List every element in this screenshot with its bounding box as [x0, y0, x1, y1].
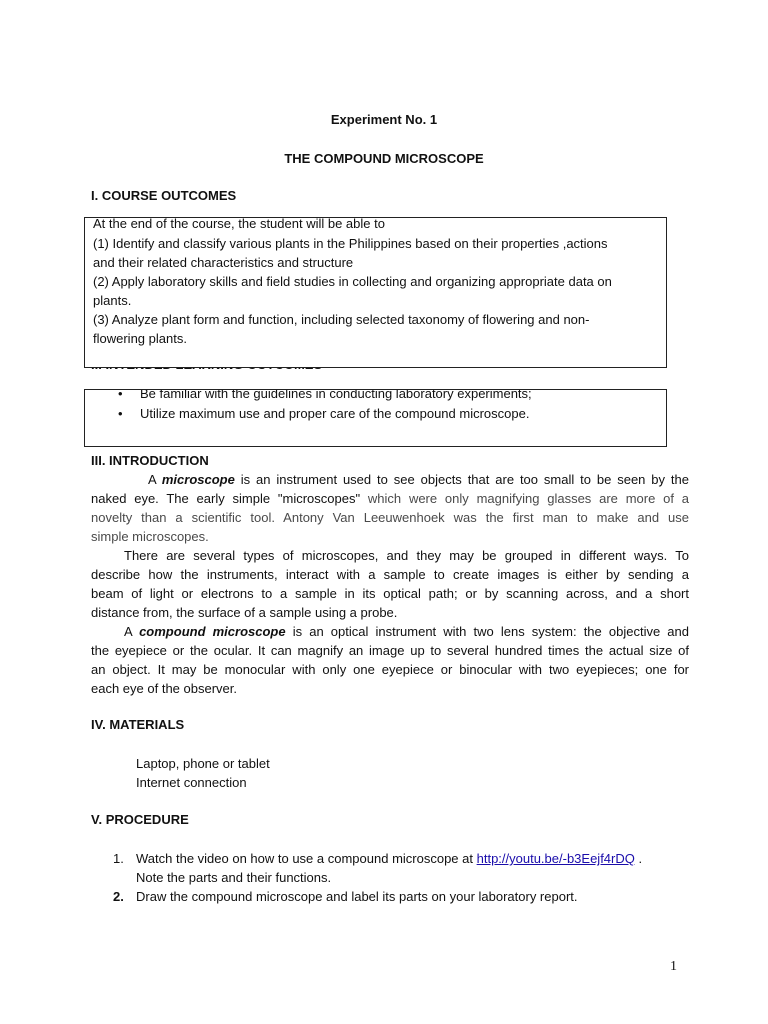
- list-item: • Be familiar with the guidelines in conducting laboratory experiments;: [116, 389, 532, 404]
- section-heading-course-outcomes: I. COURSE OUTCOMES: [91, 188, 237, 203]
- outcomes-line: At the end of the course, the student will be able to: [93, 216, 385, 231]
- intro-paragraph-line: describe how the instruments, interact with a sample to create images is either by sending a: [91, 567, 689, 582]
- materials-item: Laptop, phone or tablet: [136, 756, 270, 771]
- section-heading-procedure: V. PROCEDURE: [91, 812, 189, 827]
- intro-paragraph-line: the eyepiece or the ocular. It can magnify an image up to several hundred times the actual size of: [91, 643, 689, 658]
- outcomes-line: (2) Apply laboratory skills and field studies in collecting and organizing appropriate data on: [93, 274, 612, 289]
- section-heading-introduction: III. INTRODUCTION: [91, 453, 209, 468]
- intro-paragraph-line: novelty than a scientific tool. Antony Van Leeuwenhoek was the first man to make and use: [91, 510, 689, 525]
- experiment-number: Experiment No. 1: [330, 112, 438, 127]
- intro-paragraph-line: beam of light or electrons to a sample in its optical path; or by scanning across, and a short: [91, 586, 689, 601]
- outcomes-line: (1) Identify and classify various plants in the Philippines based on their properties ,actions: [93, 236, 608, 251]
- intro-paragraph-line: There are several types of microscopes, and they may be grouped in different ways. To: [124, 548, 689, 563]
- intro-paragraph-line: distance from, the surface of a sample using a probe.: [91, 605, 398, 620]
- step-number: 2.: [113, 889, 124, 904]
- outcomes-line: (3) Analyze plant form and function, including selected taxonomy of flowering and non-: [93, 312, 590, 327]
- term-compound-microscope: compound microscope: [139, 624, 286, 639]
- outcomes-line: plants.: [93, 293, 132, 308]
- outcomes-line: flowering plants.: [93, 331, 187, 346]
- step-number: 1.: [113, 851, 124, 866]
- course-outcomes-box: [84, 217, 667, 368]
- intro-paragraph-line: each eye of the observer.: [91, 681, 237, 696]
- section-heading-materials: IV. MATERIALS: [91, 717, 185, 732]
- video-link[interactable]: http://youtu.be/-b3Eejf4rDQ: [476, 851, 635, 866]
- materials-item: Internet connection: [136, 775, 247, 790]
- intro-paragraph-line: A compound microscope is an optical instrument with two lens system: the objective and: [124, 624, 689, 639]
- list-item: • Utilize maximum use and proper care of the compound microscope.: [116, 404, 532, 424]
- intro-paragraph-line: A microscope is an instrument used to see objects that are too small to be seen by the: [148, 472, 689, 487]
- procedure-step-1-note: Note the parts and their functions.: [136, 870, 332, 885]
- term-microscope: microscope: [161, 472, 235, 487]
- procedure-step-2: Draw the compound microscope and label its parts on your laboratory report.: [136, 889, 578, 904]
- intro-paragraph-line: simple microscopes.: [91, 529, 209, 544]
- page-number: 1: [670, 959, 677, 974]
- procedure-step-1: Watch the video on how to use a compound microscope at http://youtu.be/-b3Eejf4rDQ .: [136, 851, 643, 866]
- intro-paragraph-line: an object. It may be monocular with only one eyepiece or binocular with two eyepieces; one for: [91, 662, 689, 677]
- outcomes-line: and their related characteristics and structure: [93, 255, 354, 270]
- learning-outcomes-box: [84, 389, 667, 447]
- intro-paragraph-line: naked eye. The early simple "microscopes" which were only magnifying glasses are more of a: [91, 491, 689, 506]
- page-title: THE COMPOUND MICROSCOPE: [284, 151, 484, 166]
